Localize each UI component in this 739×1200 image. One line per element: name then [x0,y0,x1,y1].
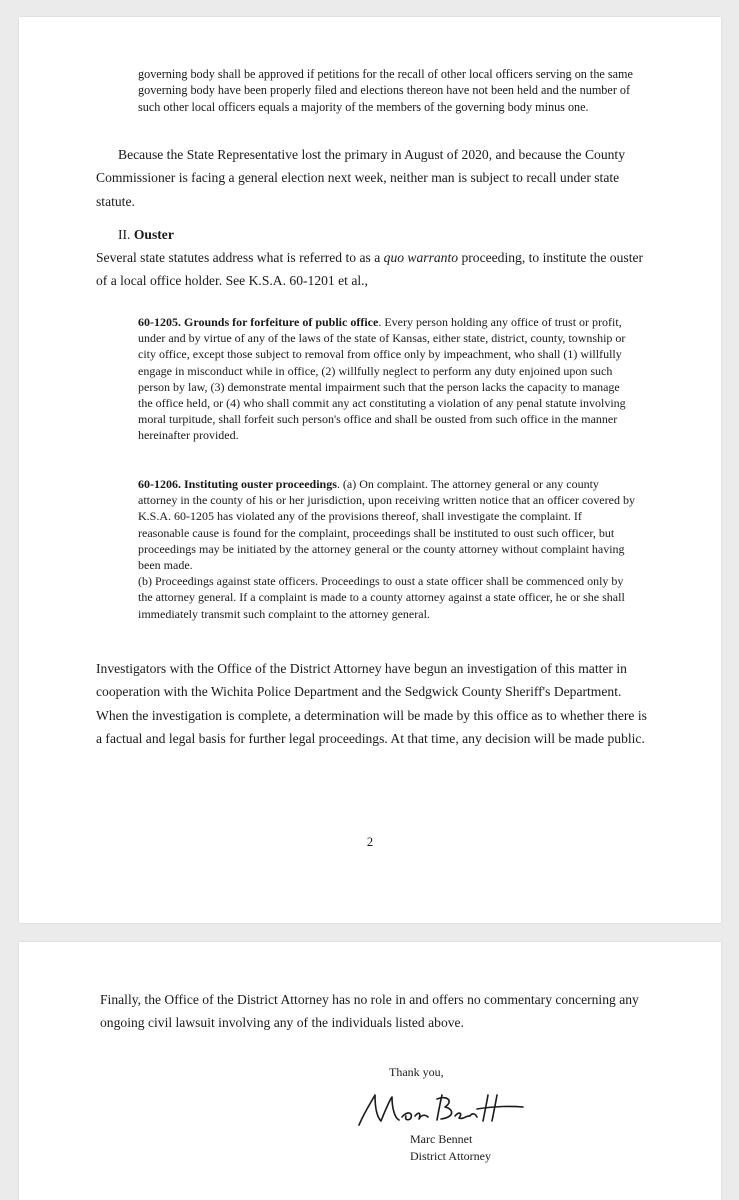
signature-image [355,1087,525,1132]
quo-warranto-term: quo warranto [383,250,459,265]
ouster-intro-text-2: proceeding, to institute the ouster of a local office holder. See K.S.A. 60-1201 et al., [96,250,644,289]
investigation-paragraph: Investigators with the Office of the District Attorney have begun an investigation of this matter in cooperation with the Wichita Police Department and the Sedgwick County Sheriff's Department. When the investigation is complete, a determination will be made by this office as to whether there is a factual and legal basis for further legal proceedings. At that time, any decision will be made public. [96,661,647,747]
signer-title: District Attorney [410,1149,491,1163]
statute-60-1206-text-a: . (a) On complaint. The attorney general or any county attorney in the county of his or her jurisdiction, upon receiving written notice that an officer covered by K.S.A. 60-1205 has violated any of the provisions thereof, shall investigate the complaint. If reasonable cause is found for the complaint, proceedings shall be instituted to oust such officer, but proceedings may be initiated by the attorney general or the county attorney without complaint having been made. [138,477,635,573]
statute-60-1205-heading: 60-1205. Grounds for forfeiture of public office [138,315,379,329]
closing-paragraph: Finally, the Office of the District Attorney has no role in and offers no commentary concerning any ongoing civil lawsuit involving any of the individuals listed above. [100,992,639,1031]
statute-60-1205 [138,314,636,444]
section-title: Ouster [133,227,174,242]
ouster-intro-text-1: Several state statutes address what is referred to as a [96,250,384,265]
signer-name: Marc Bennet [410,1132,473,1146]
recall-paragraph: Because the State Representative lost the primary in August of 2020, and because the County Commissioner is facing a general election next week, neither man is subject to recall under state statute. [96,147,625,209]
statute-60-1206-text-b: (b) Proceedings against state officers. Proceedings to oust a state officer shall be commenced only by the attorney general. If a complaint is made to a county attorney against a state officer, he or she shall immediately transmit such complaint to the attorney general. [138,574,625,621]
thank-you-line: Thank you, [389,1065,444,1079]
section-heading-ouster [118,223,174,246]
page-number: 2 [366,835,374,849]
statute-60-1206 [138,476,636,622]
document-page-3 [19,942,721,1200]
ouster-intro-paragraph [96,246,656,293]
statute-60-1205-text: . Every person holding any office of trust or profit, under and by virtue of any of the laws of the state of Kansas, either state, district, county, township or city office, except those subject to removal from office only by impeachment, who shall (1) willfully engage in misconduct while in office, (2) willfully neglect to perform any duty enjoined upon such person by law, (3) demonstrate mental impairment such that the person lacks the capacity to manage the office held, or (4) who shall commit any act constituting a violation of any penal statute involving moral turpitude, shall forfeit such person's office and shall be ousted from such office in the manner hereinafter provided. [138,315,626,443]
statute-60-1206-heading: 60-1206. Instituting ouster proceedings [138,477,337,491]
statute-quote-continuation: governing body shall be approved if petitions for the recall of other local officers serving on the same governing body have been properly filed and elections thereon have not been held and the number of such other local officers equals a majority of the members of the governing body minus one. [138,67,633,114]
section-number: II. [118,227,131,242]
document-page-2 [19,17,721,923]
